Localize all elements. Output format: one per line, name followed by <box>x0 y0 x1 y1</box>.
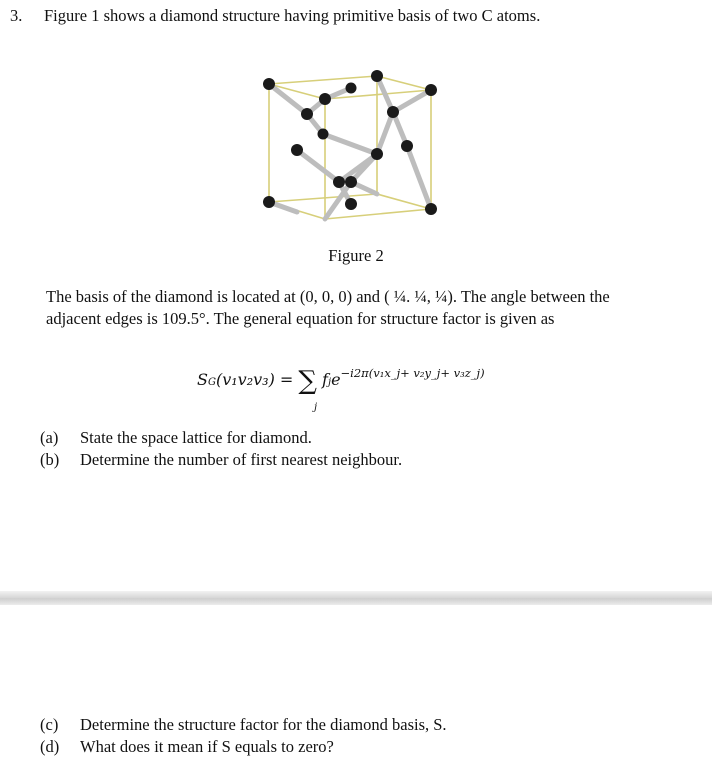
item-text: Determine the number of first nearest neighbour. <box>80 450 403 469</box>
eq-lhs: S <box>197 370 208 389</box>
eq-term-sub: j <box>327 377 332 388</box>
item-label: (c) <box>40 715 59 734</box>
eq-lhs-args: (v₁v₂v₃) = <box>215 370 299 389</box>
eq-lhs-sub: G <box>207 377 216 388</box>
question-header <box>10 6 540 26</box>
paragraph-line-2: adjacent edges is 109.5°. The general equation for structure factor is given as <box>46 308 555 328</box>
item-text: State the space lattice for diamond. <box>80 428 312 447</box>
list-item <box>40 450 402 470</box>
question-text: Figure 1 shows a diamond structure having primitive basis of two C atoms. <box>44 6 541 25</box>
list-item <box>40 715 447 735</box>
paragraph-line-1: The basis of the diamond is located at (0, 0, 0) and ( ¼. ¼, ¼). The angle between the <box>46 287 610 306</box>
page-divider <box>0 591 712 605</box>
eq-base: e <box>331 370 341 389</box>
item-label: (d) <box>40 737 60 756</box>
list-item <box>40 737 334 757</box>
basis-paragraph <box>46 286 686 329</box>
eq-exponent: −i2π(v₁x_j+ v₂y_j+ v₃z_j) <box>340 365 485 380</box>
sum-symbol: ∑ <box>298 366 317 396</box>
diamond-lattice-illustration <box>255 62 445 222</box>
list-item <box>40 428 312 448</box>
item-text: Determine the structure factor for the diamond basis, S. <box>80 715 447 734</box>
figure-caption: Figure 2 <box>328 246 384 265</box>
item-text: What does it mean if S equals to zero? <box>80 737 334 756</box>
item-label: (b) <box>40 450 60 469</box>
sum-index: j <box>314 402 318 413</box>
item-label: (a) <box>40 428 59 447</box>
diamond-structure-figure <box>255 62 445 222</box>
question-number: 3. <box>10 6 23 25</box>
eq-term: f <box>322 370 328 389</box>
structure-factor-equation <box>197 362 485 413</box>
